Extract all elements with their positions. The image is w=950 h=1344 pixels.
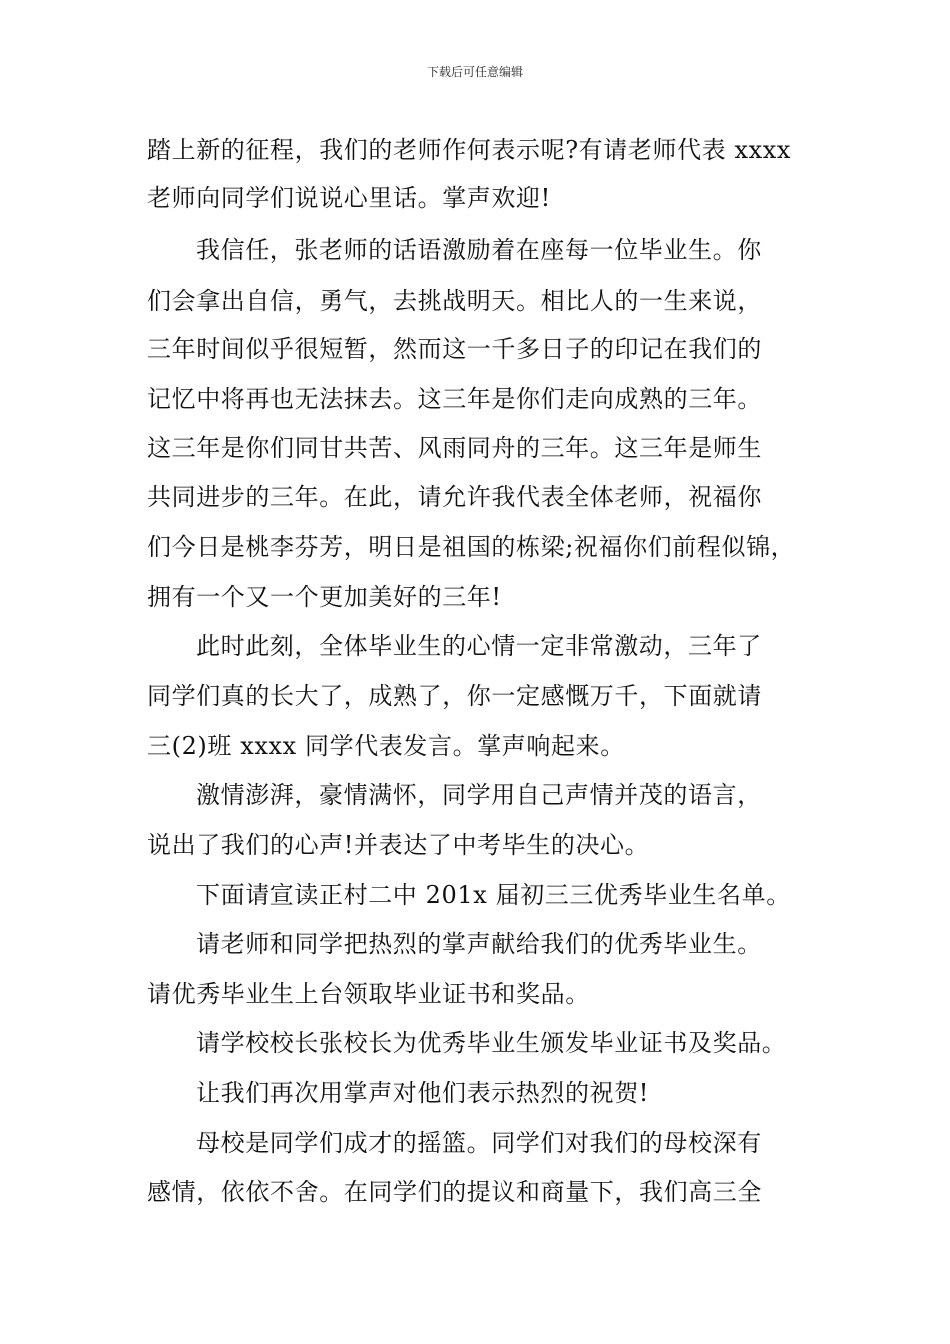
text-line: 我信任，张老师的话语激励着在座每一位毕业生。你 (196, 236, 762, 264)
text-line: 们今日是桃李芬芳，明日是祖国的栋梁;祝福你们前程似锦， (147, 533, 796, 561)
text-line: 老师向同学们说说心里话。掌声欢迎! (147, 184, 551, 212)
text-line: 此时此刻，全体毕业生的心情一定非常激动，三年了 (196, 632, 762, 660)
text-line: 激情澎湃，豪情满怀，同学用自己声情并茂的语言， (196, 781, 762, 809)
text-line: 同学们真的长大了，成熟了，你一定感慨万千，下面就请 (147, 682, 762, 710)
text-line: 请学校校长张校长为优秀毕业生颁发毕业证书及奖品。 (196, 1029, 787, 1057)
text-line: 让我们再次用掌声对他们表示热烈的祝贺! (196, 1079, 650, 1107)
text-line: 踏上新的征程，我们的老师作何表示呢?有请老师代表 xxxx (147, 136, 792, 164)
text-line: 母校是同学们成才的摇篮。同学们对我们的母校深有 (196, 1129, 762, 1157)
text-line: 这三年是你们同甘共苦、风雨同舟的三年。这三年是师生 (147, 434, 762, 462)
text-line: 们会拿出自信，勇气，去挑战明天。相比人的一生来说， (147, 287, 762, 315)
text-line: 三年时间似乎很短暂，然而这一千多日子的印记在我们的 (147, 335, 762, 363)
text-line: 说出了我们的心声!并表达了中考毕生的决心。 (147, 831, 650, 859)
text-line: 拥有一个又一个更加美好的三年! (147, 583, 502, 611)
text-line: 请老师和同学把热烈的掌声献给我们的优秀毕业生。 (196, 930, 762, 958)
text-line: 感情，依依不舍。在同学们的提议和商量下，我们高三全 (147, 1178, 762, 1206)
text-line: 记忆中将再也无法抹去。这三年是你们走向成熟的三年。 (147, 385, 762, 413)
text-line: 下面请宣读正村二中 201x 届初三三优秀毕业生名单。 (196, 881, 791, 909)
text-line: 三(2)班 xxxx 同学代表发言。掌声响起来。 (147, 732, 625, 760)
text-line: 共同进步的三年。在此，请允许我代表全体老师，祝福你 (147, 483, 762, 511)
page-header: 下载后可任意编辑 (426, 65, 523, 79)
text-line: 请优秀毕业生上台领取毕业证书和奖品。 (147, 980, 590, 1008)
